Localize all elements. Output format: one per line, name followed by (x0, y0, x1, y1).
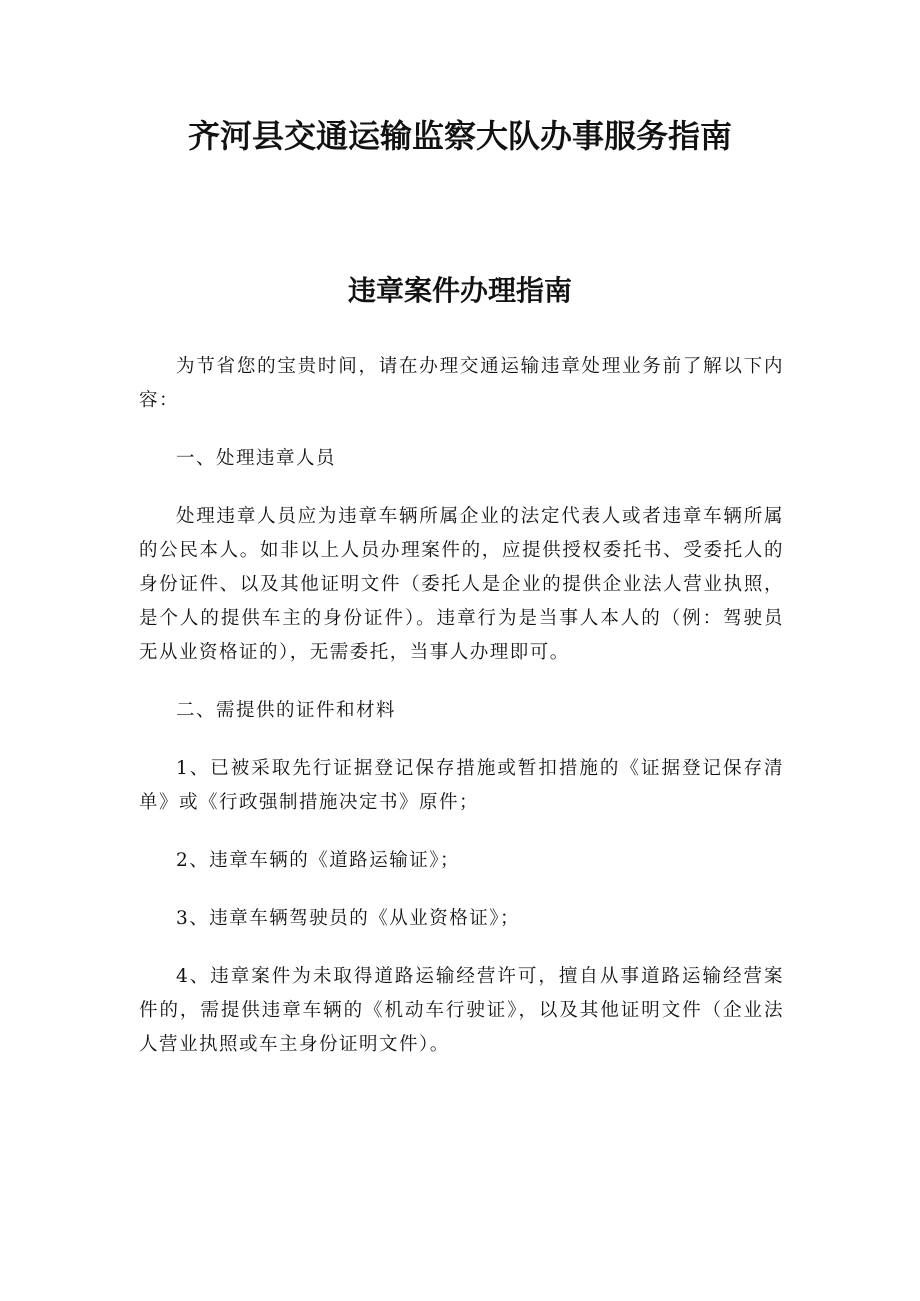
part1-heading: 一、处理违章人员 (176, 448, 337, 469)
document-title: 齐河县交通运输监察大队办事服务指南 (187, 117, 732, 155)
list-item: 4、违章案件为未取得道路运输经营许可，擅自从事道路运输经营案件的，需提供违章车辆的《机动车行驶证》，以及其他证明文件（企业法人营业执照或车主身份证明文件）。 (139, 966, 784, 1055)
intro-paragraph: 为节省您的宝贵时间，请在办理交通运输违章处理业务前了解以下内容： (139, 356, 784, 411)
part2-heading: 二、需提供的证件和材料 (176, 700, 397, 721)
list-item: 2、违章车辆的《道路运输证》； (176, 850, 461, 871)
document-body (139, 350, 784, 1086)
section-title: 违章案件办理指南 (347, 274, 572, 307)
list-item: 3、违章车辆驾驶员的《从业资格证》； (176, 908, 521, 929)
list-item: 1、已被采取先行证据登记保存措施或暂扣措施的《证据登记保存清单》或《行政强制措施决定书》原件； (139, 758, 784, 813)
part1-paragraph: 处理违章人员应为违章车辆所属企业的法定代表人或者违章车辆所属的公民本人。如非以上人员办理案件的，应提供授权委托书、受委托人的身份证件、以及其他证明文件（委托人是企业的提供企业法人营业执照，是个人的提供车主的身份证件）。违章行为是当事人本人的（例：驾驶员无从业资格证的），无需委托，当事人办理即可。 (139, 506, 784, 663)
